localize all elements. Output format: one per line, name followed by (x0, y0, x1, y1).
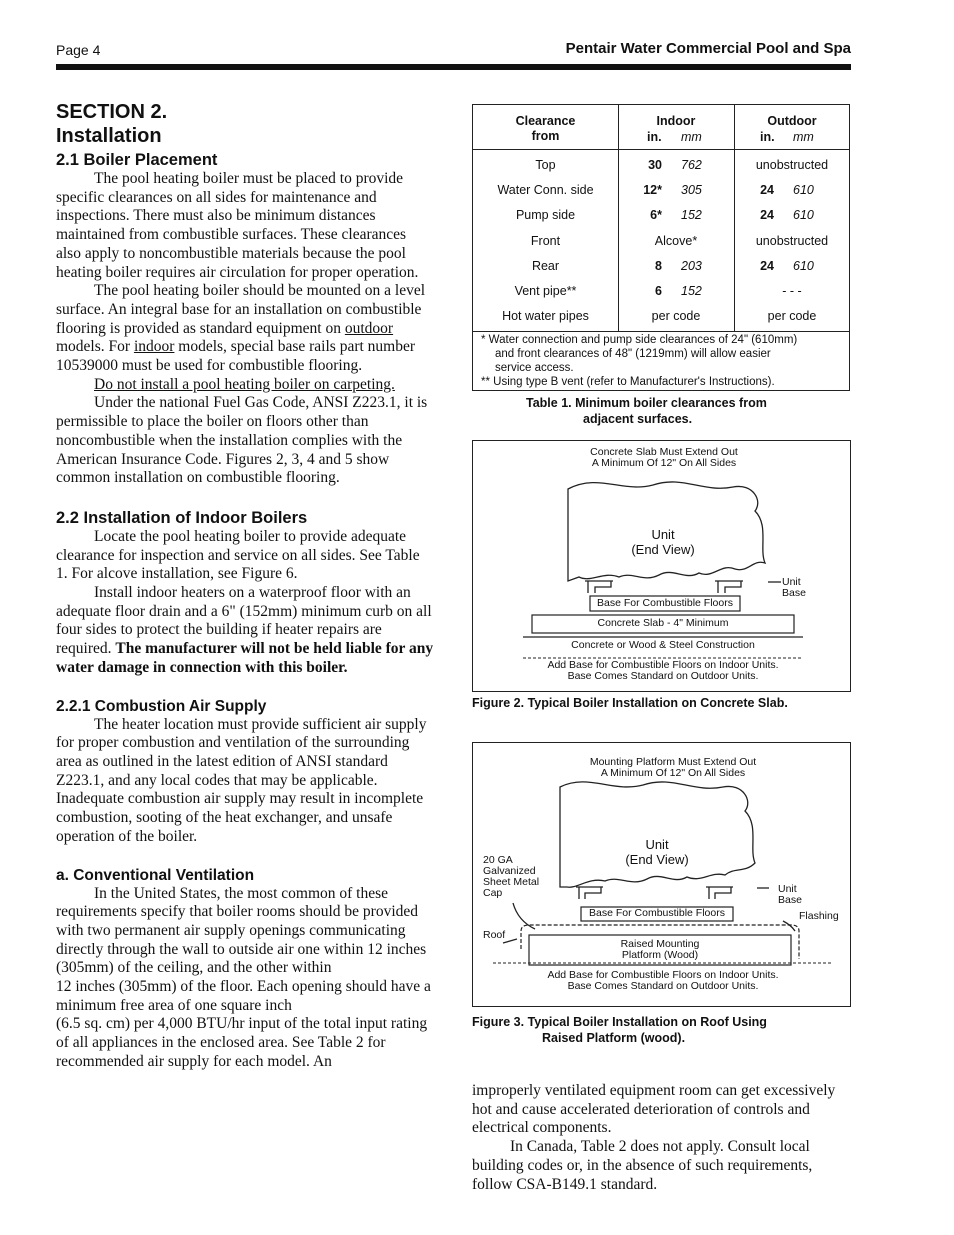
col-header-indoor: Indoor (656, 114, 696, 128)
fig2-construction-label: Concrete or Wood & Steel Construction (571, 639, 755, 651)
page-number: Page 4 (56, 42, 101, 58)
fig2-slab-label: Concrete Slab - 4" Minimum (597, 617, 729, 629)
paragraph: In Canada, Table 2 does not apply. Consult local building codes or, in the absence of such requirements, follow CSA-B149.1 standard. (472, 1138, 813, 1193)
indoor-mm: 305 (681, 183, 702, 197)
paragraph: Locate the pool heating boiler to provide adequate clearance for inspection and service on all sides. See Table 1. For alcove installation, see Figure 6. (56, 527, 420, 583)
carpet-warning: Do not install a pool heating boiler on carpeting. (94, 375, 395, 393)
paragraph: The heater location must provide sufficient air supply for proper combustion and ventilation of the surrounding area as outlined in the latest edition of ANSI standard Z223.1, and any local codes that may be applicable. Inadequate combustion air supply may result in incomplete combustion, sooting of the heat exchanger, and unsafe operation of the boiler. (56, 715, 427, 845)
table-row (473, 234, 849, 250)
outdoor-value: unobstructed (755, 234, 829, 248)
paragraph: The pool heating boiler must be placed to provide specific clearances on all sides for maintenance and inspections. There must also be minimum distances maintained from combustible surfaces. These clearances also apply to noncombustible materials because the pool heating boiler requires air circulation for proper operation. (56, 170, 419, 281)
indoor-in: 6* (650, 208, 662, 222)
indoor-value: per code (651, 309, 701, 323)
figure-2-drawing (473, 441, 852, 693)
fig2-unit-base-label: Unit Base (782, 576, 806, 599)
row-label: Front (530, 234, 561, 248)
section-subtitle: Installation (56, 125, 162, 147)
table-footnote: service access. (495, 362, 574, 374)
unit-in: in. (760, 130, 775, 144)
figure-3-caption: Figure 3. Typical Boiler Installation on Roof Using (472, 1015, 767, 1029)
figure-3 (472, 742, 851, 1007)
heading-a: a. Conventional Ventilation (56, 866, 255, 884)
row-label: Water Conn. side (497, 183, 594, 197)
indoor-value: Alcove* (654, 234, 698, 248)
fig3-roof-label: Roof (483, 929, 506, 941)
left-column (56, 100, 434, 1072)
right-column-text (472, 1082, 852, 1194)
row-label: Rear (531, 259, 560, 273)
fig2-top-label: Concrete Slab Must Extend Out A Minimum Of 12" On All Sides (590, 446, 738, 469)
indoor-in: 30 (648, 158, 662, 172)
table-row (473, 309, 849, 325)
outdoor-value: per code (767, 309, 817, 323)
document-title: Pentair Water Commercial Pool and Spa (565, 40, 851, 57)
table-row (473, 183, 849, 199)
table-footnote: * Water connection and pump side clearances of 24" (610mm) (481, 334, 798, 346)
fig3-note: Add Base for Combustible Floors on Indoor Units. Base Comes Standard on Outdoor Units. (547, 969, 779, 992)
outdoor-mm: 610 (793, 208, 814, 222)
paragraph: (6.5 sq. cm) per 4,000 BTU/hr input of the total input rating of all appliances in the enclosed area. See Table 2 for recommended air supply for each model. An (56, 1015, 428, 1070)
indoor-mm: 762 (681, 158, 702, 172)
table-caption: adjacent surfaces. (583, 412, 693, 426)
row-label: Pump side (515, 208, 576, 222)
fig3-flashing-label: Flashing (799, 910, 839, 922)
table-footnote: ** Using type B vent (refer to Manufacturer's Instructions). (481, 376, 775, 388)
figure-2 (472, 440, 851, 692)
outdoor-in: 24 (760, 259, 774, 273)
fig2-unit-label: Unit (End View) (631, 527, 695, 557)
col-header-outdoor: Outdoor (767, 114, 817, 128)
paragraph: Install indoor heaters on a waterproof floor with an adequate floor drain and a 6" (152mm) minimum curb on all four sides to protect the building if heater repairs are required. The manufacturer will not be held liable for any water damage in connection with this boiler. (56, 584, 434, 676)
fig2-base-label: Base For Combustible Floors (597, 597, 733, 609)
row-label: Hot water pipes (502, 309, 589, 323)
fig2-note: Add Base for Combustible Floors on Indoor Units. Base Comes Standard on Outdoor Units. (547, 659, 779, 682)
fig3-cap-label: 20 GA Galvanized Sheet Metal Cap (483, 854, 540, 899)
col-header-clearance: Clearance from (515, 114, 576, 143)
figure-2-caption: Figure 2. Typical Boiler Installation on Concrete Slab. (472, 696, 788, 710)
paragraph: The pool heating boiler should be mounted on a level surface. An integral base for an installation on combustible flooring is provided as standard equipment on outdoor models. For indoor models, special base rails part number 10539000 must be used for combustible flooring. (56, 282, 426, 375)
outdoor-mm: 610 (793, 259, 814, 273)
table-row (473, 208, 849, 224)
indoor-mm: 203 (681, 259, 702, 273)
fig3-unit-base-label: Unit Base (778, 883, 802, 906)
table-caption: Table 1. Minimum boiler clearances from (526, 396, 767, 410)
fig3-base-label: Base For Combustible Floors (589, 907, 725, 919)
indoor-in: 6 (655, 284, 662, 298)
table-row (473, 158, 849, 174)
fig3-unit-label: Unit (End View) (625, 837, 689, 867)
row-label: Vent pipe** (514, 284, 577, 298)
outdoor-in: 24 (760, 183, 774, 197)
outdoor-in: 24 (760, 208, 774, 222)
paragraph: 12 inches (305mm) of the floor. Each opening should have a minimum free area of one square inch (56, 978, 431, 1014)
table-footnote: and front clearances of 48" (1219mm) will allow easier (495, 348, 771, 360)
indoor-mm: 152 (681, 208, 702, 222)
paragraph: improperly ventilated equipment room can get excessively hot and cause accelerated deterioration of controls and electrical components. (472, 1082, 836, 1137)
heading-2-1: 2.1 Boiler Placement (56, 151, 218, 169)
heading-2-2-1: 2.2.1 Combustion Air Supply (56, 697, 267, 715)
paragraph: In the United States, the most common of these requirements specify that boiler rooms should be provided with two permanent air supply openings communicating directly through the wall to outside air one within 12 inches (305mm) of the ceiling, and the other within (56, 884, 427, 977)
header-rule (56, 64, 851, 70)
row-label: Top (535, 158, 556, 172)
table-row (473, 284, 849, 300)
outdoor-mm: 610 (793, 183, 814, 197)
unit-in: in. (647, 130, 662, 144)
heading-2-2: 2.2 Installation of Indoor Boilers (56, 508, 308, 527)
unit-mm: mm (793, 130, 814, 144)
table-row (473, 259, 849, 275)
indoor-in: 12* (643, 183, 662, 197)
figure-3-caption: Raised Platform (wood). (542, 1031, 686, 1045)
section-title: SECTION 2. (56, 101, 168, 123)
unit-mm: mm (681, 130, 702, 144)
paragraph: Under the national Fuel Gas Code, ANSI Z223.1, it is permissible to place the boiler on floors other than noncombustible when the installation complies with the American Insurance Code. Figures 2, 3, 4 and 5 show common installation on combustible flooring. (56, 394, 428, 487)
outdoor-value: unobstructed (755, 158, 829, 172)
fig3-platform-label: Raised Mounting Platform (Wood) (620, 938, 700, 961)
indoor-in: 8 (655, 259, 662, 273)
outdoor-value: - - - (782, 284, 802, 298)
fig3-top-label: Mounting Platform Must Extend Out A Minimum Of 12" On All Sides (589, 756, 757, 779)
indoor-mm: 152 (681, 284, 702, 298)
clearance-table (472, 104, 850, 391)
